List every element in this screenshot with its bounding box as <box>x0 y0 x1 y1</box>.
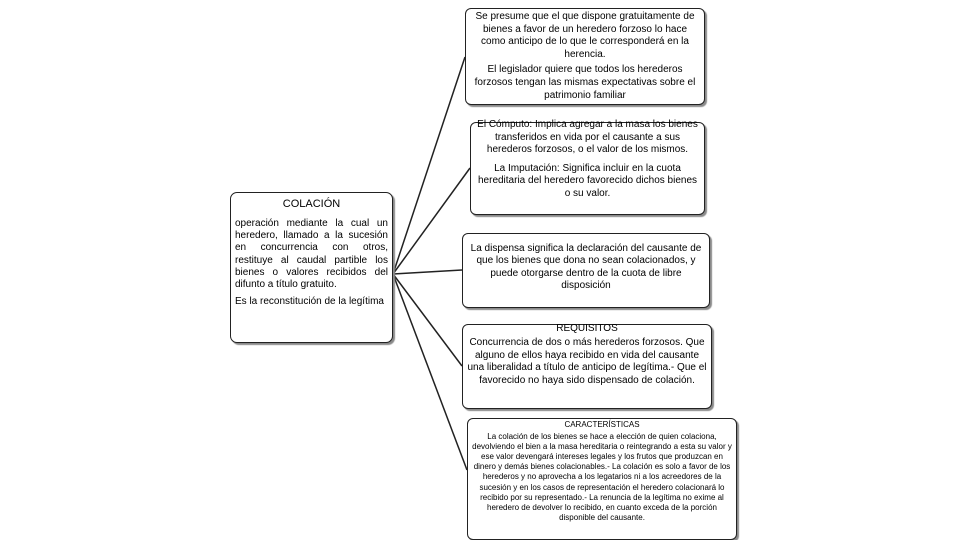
computo-imputacion-box <box>470 119 705 215</box>
caracteristicas-box <box>467 418 737 540</box>
colacion-title: COLACIÓN <box>282 198 341 210</box>
dispensa-box <box>462 233 710 308</box>
colacion-note: Es la reconstitución de la legítima <box>235 296 384 308</box>
caracteristicas-heading: CARACTERÍSTICAS <box>564 420 640 429</box>
connector-line-3 <box>393 270 462 274</box>
requisitos-box <box>462 324 712 409</box>
connector-line-2 <box>393 168 470 274</box>
connector-line-5 <box>393 274 467 470</box>
requisitos-text: Concurrencia de dos o más herederos forzosos. Que alguno de ellos haya recibido en vida del causante una liberalidad a título de anticipo de legítima.- Que el favorecido no haya sido dispensado de colación. <box>467 337 707 386</box>
imputacion-text: La Imputación: Significa incluir en la cuota hereditaria del heredero favorecido dichos bienes o su valor. <box>477 162 698 199</box>
presumption-text: Se presume que el que dispone gratuitamente de bienes a favor de un heredero forzoso lo hace como anticipo de lo que le corresponderá en la herencia. <box>475 11 695 60</box>
dispensa-text: La dispensa significa la declaración del causante de que los bienes que dona no sean colacionados, y puede otorgarse dentro de la cuota de libre disposición <box>470 243 702 291</box>
requisitos-heading: REQUISITOS <box>556 323 618 334</box>
computo-text: El Cómputo: Implica agregar a la masa los bienes transferidos en vida por el causante a sus herederos forzosos, o el valor de los mismos. <box>477 119 698 156</box>
caracteristicas-text: La colación de los bienes se hace a elección de quien colaciona, devolviendo el bien a la masa hereditaria o reintegrando a esta su valor y ese valor devengará intereses legales y los frutos que produzcan en dinero y demás bienes colacionables.- La colación es solo a favor de los herederos y no aprovecha a los legatarios ni a los acreedores de la sucesión y en los casos de representación el heredero colacionará lo recibido por su representado.- La renuncia de la legítima no exime al heredero de devolver lo recibido, en cuanto exceda de la porción disponible del causante. <box>472 432 732 522</box>
presumption-box <box>465 8 705 105</box>
connector-line-1 <box>393 57 465 274</box>
connector-line-4 <box>393 274 462 366</box>
legislator-text: El legislador quiere que todos los herederos forzosos tengan las mismas expectativas sobre el patrimonio familiar <box>474 64 696 101</box>
colacion-definition: operación mediante la cual un heredero, llamado a la sucesión en concurrencia con otros, restituye al caudal partible los bienes o valores recibidos del difunto a título gratuito. <box>235 218 388 291</box>
colacion-box <box>230 192 393 343</box>
